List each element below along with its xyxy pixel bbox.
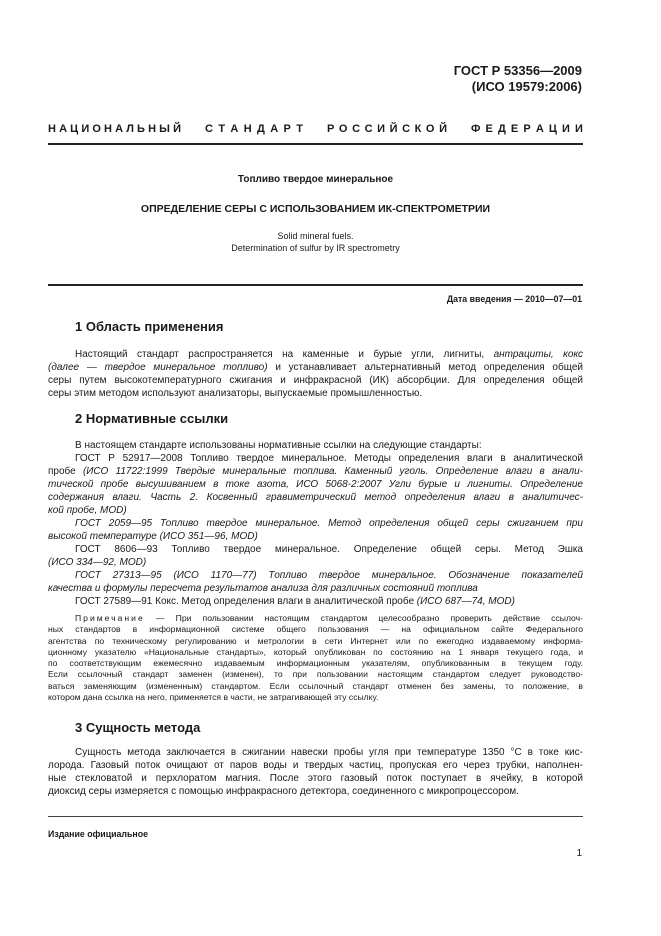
text-line — [48, 465, 583, 478]
text-line: серы этим методом используют анализаторы, выпускаемые промышленностью. — [48, 388, 423, 399]
text-line: ционному указателю «Национальные стандарты», который опубликован по состоянию на 1 января текущего года, и — [48, 646, 583, 657]
banner-letter: А — [535, 123, 544, 135]
text-run: (ИСО 687—74, MOD) — [416, 596, 515, 607]
banner-letter: Р — [523, 123, 531, 135]
banner-letter: Ц — [548, 123, 557, 135]
banner-letter: А — [115, 123, 124, 135]
text-line: лорода. Газовый поток очищают от паров воды и твердых частиц, пропуская его через трубки, наполнен- — [48, 760, 583, 771]
text-line: серы путем высокотемпературного сжигания и инфракрасной (ИК) абсорбции. Для определения общей — [48, 375, 583, 386]
text-line — [48, 613, 583, 624]
banner-letter: О — [425, 123, 435, 135]
official-edition-label: Издание официальное — [48, 829, 148, 839]
banner-letter: Й — [439, 123, 447, 135]
text-line: ваться заменяющим (измененным) стандартом. Если ссылочный стандарт отменен без замены, то положение, в — [48, 680, 583, 691]
section-heading: 2 Нормативные ссылки — [75, 411, 229, 426]
banner-letter: С — [402, 123, 411, 135]
text-line: высокой температуре (ИСО 351—96, MOD) — [48, 531, 258, 542]
text-run: антрациты, кокс — [493, 349, 583, 360]
banner-letter: А — [230, 123, 239, 135]
national-standard-banner — [48, 122, 583, 136]
text-line: ГОСТ 8606—93 Топливо твердое минеральное. Определение общей серы. Метод Эшка — [75, 544, 583, 555]
banner-letter: Ь — [137, 123, 145, 135]
banner-letter: Н — [243, 123, 252, 135]
english-title-line: Determination of sulfur by IR spectrometry — [231, 243, 400, 253]
banner-letter: Т — [296, 123, 303, 135]
banner-letter: Ы — [159, 123, 170, 135]
banner-letter: Д — [497, 123, 506, 135]
note-label: Примечание — [75, 613, 145, 623]
english-title — [48, 230, 583, 254]
standard-designation — [454, 63, 582, 95]
english-title-line: Solid mineral fuels. — [277, 231, 354, 241]
banner-letter: Н — [104, 123, 112, 135]
banner-letter: Й — [389, 123, 398, 135]
text-line: ГОСТ Р 52917—2008 Топливо твердое минеральное. Методы определения влаги в аналитической — [75, 453, 583, 464]
banner-letter: И — [377, 123, 386, 135]
section-heading: 3 Сущность метода — [75, 720, 201, 735]
banner-letter: Р — [283, 123, 291, 135]
text-line: Если ссылочный стандарт заменен (изменен), то при пользовании настоящим стандартом следует руководство- — [48, 669, 583, 680]
text-line: Сущность метода заключается в сжигании навески пробы угля при температуре 1350 °С в токе кис- — [75, 747, 583, 758]
text-line: диоксид серы измеряется с помощью инфракрасного детектора, соединенного с микропроцессором. — [48, 786, 519, 797]
text-line: качества и формулы пересчета результатов анализа для различных состояний топлива — [48, 583, 478, 594]
banner-letter: Ц — [70, 123, 79, 135]
text-line — [48, 348, 583, 361]
banner-letter: А — [59, 123, 68, 135]
text-line: ГОСТ 27313—95 (ИСО 1170—77) Топливо твердое минеральное. Обозначение показателей — [75, 570, 583, 581]
banner-letter: О — [92, 123, 101, 135]
text-line: ГОСТ 2059—95 Топливо твердое минеральное. Метод определения общей серы сжиганием при — [75, 518, 583, 529]
banner-word — [205, 122, 303, 136]
text-run: пробе — [48, 466, 83, 477]
text-line: агентства по техническому регулированию и метрологии в сети Интернет или по ежегодно издаваемому информа- — [48, 635, 583, 646]
text-line: ные стекловатой и перхлоратом магния. После этого газовый поток поступает в ячейку, в которой — [48, 773, 583, 784]
text-run: и устанавливает альтернативный метод определения общей — [267, 362, 583, 373]
footer-divider — [48, 816, 583, 817]
page-number: 1 — [576, 848, 582, 859]
banner-letter: С — [205, 123, 213, 135]
text-run: (ИСО 11722:1999 Твердые минеральные топлива. Каменный уголь. Определение влаги в анали- — [82, 466, 583, 477]
effective-date: Дата введения — 2010—07—01 — [446, 294, 582, 304]
iso-equivalent-code: (ИСО 19579:2006) — [471, 79, 582, 94]
text-run: (далее — твердое минеральное топливо) — [48, 362, 268, 373]
banner-letter: Л — [126, 123, 134, 135]
banner-letter: Т — [218, 123, 226, 135]
banner-letter: Р — [327, 123, 335, 135]
document-subtitle: Топливо твердое минеральное — [237, 174, 394, 185]
section-heading: 1 Область применения — [75, 319, 224, 334]
document-title: ОПРЕДЕЛЕНИЕ СЕРЫ С ИСПОЛЬЗОВАНИЕМ ИК-СПЕКТРОМЕТРИИ — [140, 203, 491, 215]
header-divider — [48, 143, 583, 145]
section-1-paragraph — [48, 348, 583, 400]
text-line: ных стандартов в информационной системе общего пользования — на официальном сайте Федерального — [48, 624, 583, 635]
banner-letter: Д — [257, 123, 265, 135]
reference-note — [48, 613, 583, 703]
text-line: кой пробе, MOD) — [48, 505, 127, 516]
banner-letter: Н — [148, 123, 157, 135]
banner-letter: Е — [510, 123, 519, 135]
text-line: тической пробе высушиванием в токе азота, ИСО 5068-2:2007 Угли бурые и лигниты. Определение — [48, 479, 583, 490]
banner-letter: С — [364, 123, 373, 135]
text-line: В настоящем стандарте использованы нормативные ссылки на следующие стандарты: — [75, 440, 482, 451]
banner-word — [471, 122, 583, 136]
text-run: Настоящий стандарт распространяется на каменные и бурые угли, лигниты, — [75, 349, 494, 360]
banner-word — [48, 122, 181, 136]
normative-references — [48, 439, 583, 608]
banner-letter: А — [270, 123, 279, 135]
banner-letter: Й — [173, 123, 181, 135]
banner-letter: И — [575, 123, 583, 135]
banner-letter: Н — [48, 123, 56, 135]
section-3-paragraph — [48, 746, 583, 798]
text-line: содержания влаги. Часть 2. Косвенный гравиметрический метод определения влаги в аналитичес- — [48, 492, 583, 503]
text-line: (ИСО 334—92, MOD) — [48, 557, 147, 568]
title-divider — [48, 284, 583, 286]
banner-letter: И — [81, 123, 90, 135]
banner-letter: С — [352, 123, 361, 135]
banner-letter: О — [338, 123, 348, 135]
text-line: по соответствующим ежемесячно издаваемым информационным указателям, опубликованным в текущем году. — [48, 658, 583, 669]
banner-letter: Е — [485, 123, 493, 135]
banner-letter: И — [562, 123, 570, 135]
text-line: котором дана ссылка на него, применяется в части, не затрагивающей эту ссылку. — [48, 692, 379, 703]
banner-letter: Ф — [471, 123, 481, 135]
text-run: ГОСТ 27589—91 Кокс. Метод определения влаги в аналитической пробе — [75, 596, 417, 607]
text-line — [48, 595, 583, 608]
banner-word — [327, 122, 447, 136]
standard-code: ГОСТ Р 53356—2009 — [453, 63, 582, 78]
text-run: — При пользовании настоящим стандартом целесообразно проверить действие ссылоч- — [144, 613, 583, 623]
text-line — [48, 361, 583, 374]
banner-letter: К — [414, 123, 422, 135]
